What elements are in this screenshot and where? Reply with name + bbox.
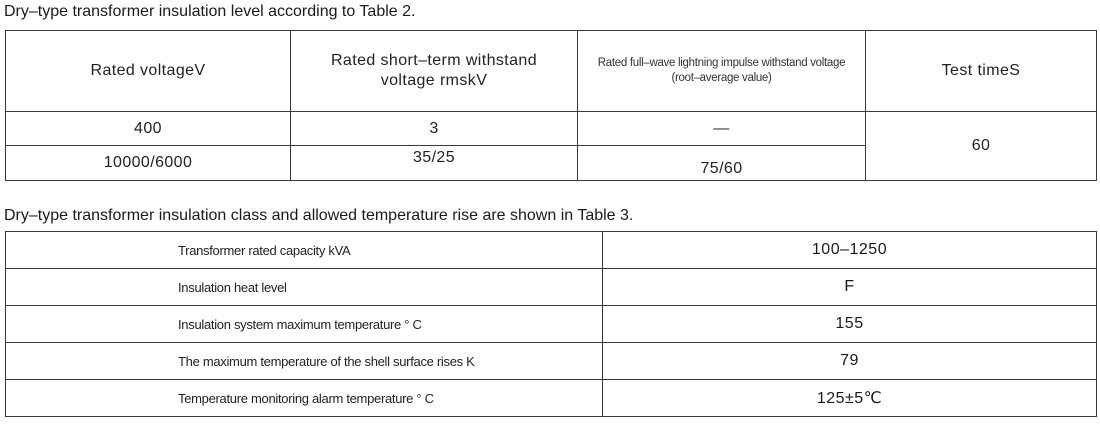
label-shell-surface-rise: The maximum temperature of the shell surface rises K	[6, 343, 603, 380]
header-lightning-impulse	[578, 31, 866, 112]
cell-test-time-60-text: 60	[971, 137, 991, 154]
header-short-term-line-1: Rated short–term withstand	[330, 52, 538, 69]
table-row	[6, 112, 1097, 146]
label-insulation-heat-level: Insulation heat level	[6, 269, 603, 306]
table-row	[6, 380, 1097, 417]
value-insulation-heat-level: F	[603, 269, 1097, 306]
cell-lightning-dash	[578, 112, 866, 146]
cell-short-term-35-25	[291, 146, 578, 181]
insulation-level-table	[5, 30, 1097, 181]
cell-short-term-35-25-text: 35/25	[412, 149, 456, 166]
table-header-row	[6, 31, 1097, 112]
label-alarm-temperature: Temperature monitoring alarm temperature ° C	[6, 380, 603, 417]
cell-lightning-75-60	[578, 146, 866, 181]
cell-voltage-400	[6, 112, 291, 146]
cell-lightning-dash-text: —	[713, 119, 730, 137]
value-rated-capacity: 100–1250	[603, 232, 1097, 269]
cell-voltage-10000-6000	[6, 146, 291, 181]
header-lightning-line-2: (root–average value)	[671, 72, 772, 84]
header-test-time	[866, 31, 1097, 112]
table-row	[6, 269, 1097, 306]
table-row	[6, 306, 1097, 343]
header-test-time-text: Test timeS	[941, 62, 1021, 79]
cell-voltage-10000-6000-text: 10000/6000	[103, 154, 193, 171]
insulation-class-table	[5, 231, 1097, 417]
header-short-term-withstand	[291, 31, 578, 112]
cell-test-time-60	[866, 112, 1097, 181]
header-lightning-line-1: Rated full–wave lightning impulse withstand voltage	[597, 57, 846, 69]
cell-lightning-75-60-text: 75/60	[700, 160, 743, 177]
cell-voltage-400-text: 400	[134, 119, 162, 137]
table-2-caption: Dry–type transformer insulation level according to Table 2.	[4, 3, 416, 20]
label-rated-capacity: Transformer rated capacity kVA	[6, 232, 603, 269]
table-row	[6, 232, 1097, 269]
value-alarm-temperature: 125±5℃	[603, 380, 1097, 417]
cell-short-term-3	[291, 112, 578, 146]
value-shell-surface-rise: 79	[603, 343, 1097, 380]
header-rated-voltage	[6, 31, 291, 112]
header-short-term-line-2: voltage rmskV	[380, 72, 488, 89]
table-row	[6, 343, 1097, 380]
cell-short-term-3-text: 3	[429, 119, 439, 137]
table-3-caption: Dry–type transformer insulation class and allowed temperature rise are shown in Table 3.	[4, 207, 634, 224]
header-rated-voltage-text: Rated voltageV	[90, 62, 206, 79]
value-max-temperature: 155	[603, 306, 1097, 343]
label-max-temperature: Insulation system maximum temperature ° C	[6, 306, 603, 343]
